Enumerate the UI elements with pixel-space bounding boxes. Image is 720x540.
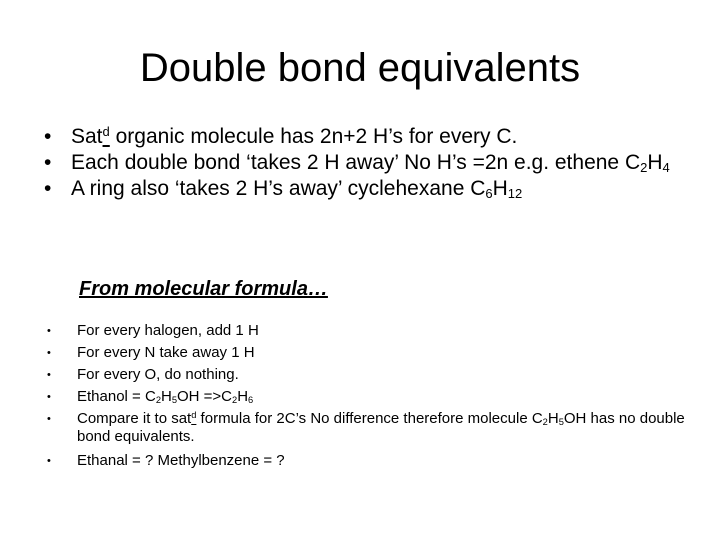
text-run: OH =>C [177,388,233,405]
text-run: Compare it to sat [77,410,192,427]
subscript: 2 [232,395,238,406]
subheading: From molecular formula… [79,278,328,300]
slide-title: Double bond equivalents [139,46,581,90]
sub-bullet-oxygen [47,366,687,384]
subscript: 5 [558,417,564,428]
text-run: Each double bond ‘takes 2 H away’ No H’s =2n e.g. ethene C [71,151,641,174]
sub-bullet-nitrogen [47,344,687,362]
subscript: 2 [542,417,548,428]
text-run: H [160,388,172,405]
main-bullet-ring [44,178,704,200]
bullet-icon: • [47,391,51,403]
bullet-icon: • [47,455,51,467]
sub-bullet-halogen [47,322,687,340]
text-run: For every halogen, add 1 H [77,322,259,339]
text-run: H [547,410,559,427]
sub-bullet-list [47,322,687,474]
subscript: 5 [171,395,177,406]
text-run: H [237,388,249,405]
bullet-icon: • [47,413,51,425]
subscript: 6 [485,186,493,202]
sub-bullet-questions [47,452,687,470]
superscript: d [191,409,197,420]
text-run: For every O, do nothing. [77,366,239,383]
sub-bullet-compare [47,410,687,446]
bullet-icon: • [44,125,52,148]
text-run: formula for 2C’s No difference therefore molecule C [196,410,543,427]
bullet-icon: • [47,347,51,359]
text-run: For every N take away 1 H [77,344,255,361]
bullet-icon: • [47,369,51,381]
subscript: 6 [248,395,254,406]
text-run: H [492,177,508,200]
text-run: organic molecule has 2n+2 H’s for every C. [109,125,518,148]
sub-bullet-ethanol [47,388,687,406]
text-run: H [647,151,663,174]
text-run: Ethanal = ? Methylbenzene = ? [77,452,285,469]
subscript: 12 [507,186,523,202]
superscript-underlined [103,125,110,148]
bullet-icon: • [47,325,51,337]
text-run: Ethanol = C [77,388,156,405]
subscript: 4 [662,160,670,176]
main-bullet-list [44,123,704,204]
main-bullet-saturated [44,123,704,148]
superscript: d [102,123,110,139]
bullet-icon: • [44,151,52,174]
main-bullet-double-bond [44,152,704,174]
subscript: 2 [155,395,161,406]
bullet-icon: • [44,177,52,200]
text-run: Sat [71,125,103,148]
text-run: A ring also ‘takes 2 H’s away’ cyclehexane C [71,177,486,200]
subscript: 2 [640,160,648,176]
text-run: OH has no double bond equivalents. [77,410,685,445]
